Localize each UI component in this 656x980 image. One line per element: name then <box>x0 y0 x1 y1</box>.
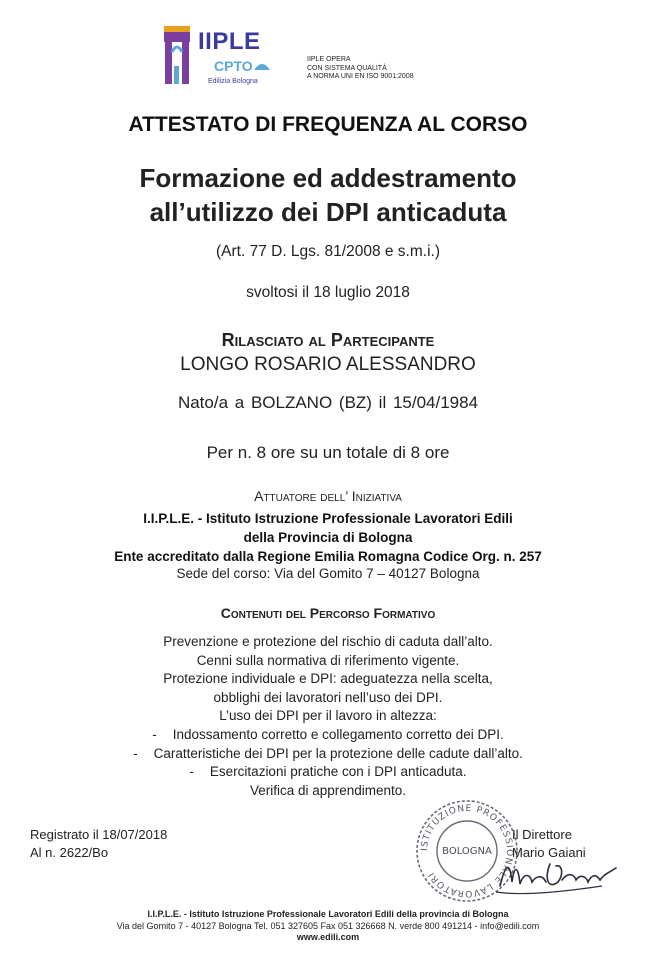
participant-name: LONGO ROSARIO ALESSANDRO <box>180 354 476 375</box>
logo-brand-text: IIPLE <box>198 28 261 55</box>
organization-line: Ente accreditato dalla Regione Emilia Romagna Codice Org. n. 257 <box>114 549 542 564</box>
registration-date: Registrato il 18/07/2018 <box>30 827 168 842</box>
contents-line: Esercitazioni pratiche con i DPI anticaduta. <box>209 764 467 780</box>
director-signature <box>492 852 622 902</box>
legal-reference: (Art. 77 D. Lgs. 81/2008 e s.m.i.) <box>216 243 440 260</box>
birth-info: Nato/a a BOLZANO (BZ) il 15/04/1984 <box>177 393 479 412</box>
contents-line: Cenni sulla normativa di riferimento vigente. <box>196 652 460 668</box>
footer-address: Via del Gomito 7 - 40127 Bologna Tel. 051 327605 Fax 051 326668 N. verde 800 491214 - info@edili.com <box>116 920 540 931</box>
stamp-center-text: BOLOGNA <box>442 846 492 857</box>
bullet-dash: - <box>189 764 194 780</box>
stamp-ring-text: ISTITUZIONE PROFESSIONALE LAVORATORI <box>419 803 515 899</box>
contents-line: obblighi dei lavoratori nell’uso dei DPI. <box>213 689 443 705</box>
contents-line: Caratteristiche dei DPI per la protezione delle cadute dall’alto. <box>153 745 523 761</box>
organization-line: I.I.P.L.E. - Istituto Istruzione Professionale Lavoratori Edili <box>143 511 513 526</box>
contents-bullet-item <box>0 745 656 764</box>
iiple-logo <box>160 20 280 92</box>
footer-organization: I.I.P.L.E. - Istituto Istruzione Professionale Lavoratori Edili della provincia di Bologna <box>147 909 509 919</box>
logo-helmet-icon <box>252 60 272 72</box>
contents-line: Protezione individuale e DPI: adeguatezza nella scelta, <box>163 671 493 687</box>
organization-info <box>0 509 656 566</box>
course-date: svoltosi il 18 luglio 2018 <box>246 284 410 301</box>
issued-to-label: Rilasciato al Partecipante <box>221 330 435 350</box>
quality-certification <box>307 56 414 82</box>
promoter-label: Attuatore dell’ Iniziativa <box>254 488 402 504</box>
course-title-line: Formazione ed addestramento <box>139 163 517 193</box>
course-title-line: all’utilizzo dei DPI anticaduta <box>149 197 507 227</box>
director-title: Il Direttore <box>512 827 572 842</box>
contents-bullet-item <box>0 726 656 745</box>
course-venue: Sede del corso: Via del Gomito 7 – 40127 Bologna <box>176 566 480 581</box>
registration-info <box>30 826 167 862</box>
course-hours: Per n. 8 ore su un totale di 8 ore <box>206 443 450 462</box>
quality-line: A NORMA UNI EN ISO 9001:2008 <box>307 73 414 80</box>
arch-logo-icon <box>164 26 190 84</box>
organization-line: della Provincia di Bologna <box>243 530 413 545</box>
logo-subtitle: Edilizia Bologna <box>208 78 258 85</box>
contents-list <box>0 633 656 800</box>
registration-number: Al n. 2622/Bo <box>30 845 109 860</box>
quality-line: IIPLE OPERA <box>307 56 351 63</box>
contents-line: Prevenzione e protezione del rischio di caduta dall’alto. <box>163 634 493 649</box>
certificate-heading: ATTESTATO DI FREQUENZA AL CORSO <box>128 113 528 136</box>
contents-bullet-item <box>0 763 656 782</box>
footer-website: www.edili.com <box>296 932 360 942</box>
bullet-dash: - <box>152 726 157 742</box>
contents-line: L’uso dei DPI per il lavoro in altezza: <box>219 708 437 724</box>
contents-line: Indossamento corretto e collegamento corretto dei DPI. <box>172 726 504 742</box>
quality-line: CON SISTEMA QUALITÀ <box>307 64 387 72</box>
logo-cpto-text: CPTO <box>214 58 253 74</box>
contents-line: Verifica di apprendimento. <box>249 782 407 798</box>
director-name: Mario Gaiani <box>512 845 586 860</box>
bullet-dash: - <box>133 745 138 761</box>
contents-heading: Contenuti del Percorso Formativo <box>220 605 436 621</box>
course-title <box>0 161 656 229</box>
footer <box>0 909 656 944</box>
